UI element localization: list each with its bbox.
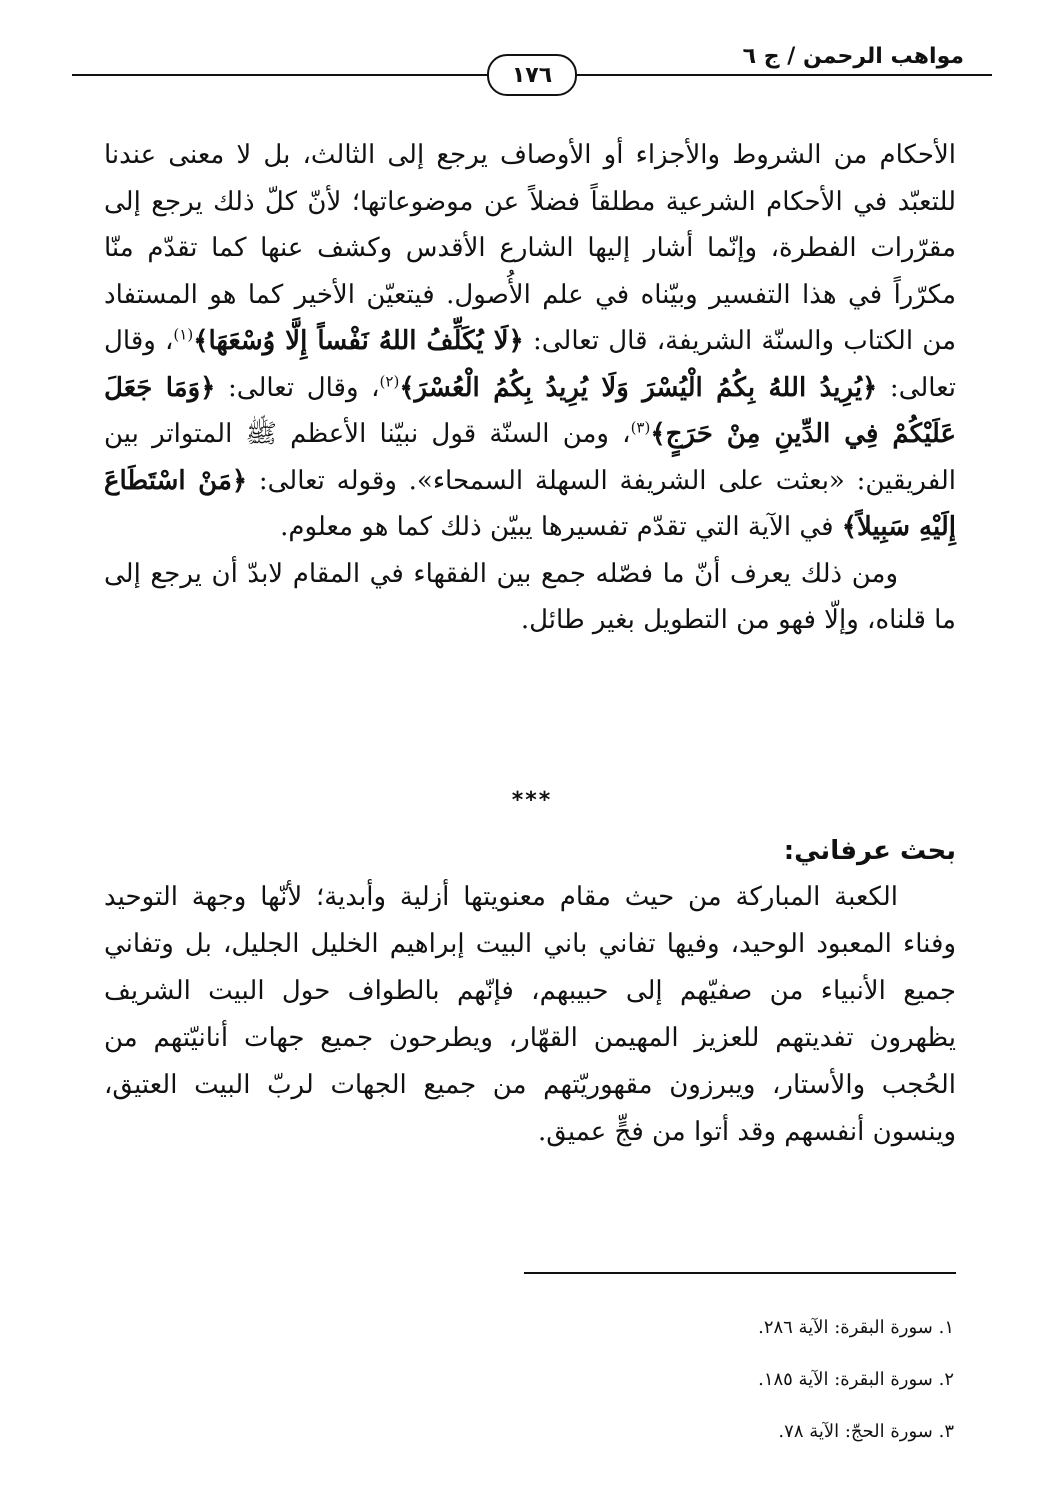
section-paragraph: الكعبة المباركة من حيث مقام معنويتها أزلية وأبدية؛ لأنّها وجهة التوحيد وفناء المعبود الوحيد، وفيها تفاني باني البيت إبراهيم الخليل الجليل، بل وتفاني جميع الأنبياء من صفيّهم إلى حبيبهم، فإنّهم بالطواف حول البيت الشريف يظهرون تفديتهم للعزيز المهيمن القهّار، ويطرحون جميع جهات أنانيّتهم من الحُجب والأستار، ويبرزون مقهوريّتهم من جميع الجهات لربّ البيت العتيق، وينسون أنفسهم وقد أتوا من فجٍّ عميق. xyxy=(104,882,956,1147)
footnote-3: ٣. سورة الحجّ: الآية ٧٨. xyxy=(778,1421,954,1442)
paragraph-1-part-a: الأحكام من الشروط والأجزاء أو الأوصاف يرجع إلى الثالث، بل لا معنى عندنا للتعبّد في الأحكام الشرعية مطلقاً فضلاً عن موضوعاتها؛ لأنّ كلّ ذلك يرجع إلى مقرّرات الفطرة، وإنّما أشار إليها الشارع الأقدس وكشف عنها كما تقدّم منّا مكرّراً في هذا التفسير وبيّناه في علم الأُصول. فيتعيّن الأخير كما هو المستفاد من الكتاب والسنّة الشريفة، قال تعالى: xyxy=(104,140,957,356)
section-separator: *** xyxy=(511,788,553,813)
quran-verse-1: ﴿لَا يُكَلِّفُ اللهُ نَفْساً إِلَّا وُسْعَهَا﴾ xyxy=(193,326,524,356)
quran-verse-3: ﴿وَمَا جَعَلَ عَلَيْكُمْ فِي الدِّينِ مِنْ حَرَجٍ﴾ xyxy=(104,372,956,449)
paragraph-1-part-c: ، وقال تعالى: xyxy=(215,372,380,403)
footnotes xyxy=(354,1302,954,1458)
quran-verse-4: ﴿مَنْ اسْتَطَاعَ إِلَيْهِ سَبِيلاً﴾ xyxy=(104,465,956,542)
mystical-section xyxy=(104,828,956,1156)
paragraph-2: ومن ذلك يعرف أنّ ما فصّله جمع بين الفقهاء في المقام لابدّ أن يرجع إلى ما قلناه، وإلّا فهو من التطويل بغير طائل. xyxy=(104,558,956,635)
book-title: مواهب الرحمن / ج ٦ xyxy=(742,44,964,69)
paragraph-1 xyxy=(104,132,956,551)
footnote-1: ١. سورة البقرة: الآية ٢٨٦. xyxy=(758,1317,954,1338)
footnote-ref-2: (٢) xyxy=(379,371,400,390)
quran-verse-2: ﴿يُرِيدُ اللهُ بِكُمُ الْيُسْرَ وَلَا يُرِيدُ بِكُمُ الْعُسْرَ﴾ xyxy=(399,372,878,403)
section-heading: بحث عرفاني: xyxy=(783,836,956,866)
footnote-ref-3: (٣) xyxy=(630,418,651,437)
page-number: ١٧٦ xyxy=(487,54,577,96)
footnote-ref-1: (١) xyxy=(173,325,194,344)
paragraph-1-part-e: في الآية التي تقدّم تفسيرها يبيّن ذلك كما هو معلوم. xyxy=(280,512,842,542)
paragraph-1-part-d: ، ومن السنّة قول نبيّنا الأعظم ﷺ المتواتر بين الفريقين: «بعثت على الشريفة السهلة السمحاء». وقوله تعالى: xyxy=(104,419,957,496)
footnote-rule xyxy=(524,1272,956,1274)
page-header xyxy=(72,38,992,94)
main-text xyxy=(104,132,956,644)
paragraph-1-part-b: ، وقال تعالى: xyxy=(104,326,956,403)
footnote-2: ٢. سورة البقرة: الآية ١٨٥. xyxy=(758,1369,954,1390)
